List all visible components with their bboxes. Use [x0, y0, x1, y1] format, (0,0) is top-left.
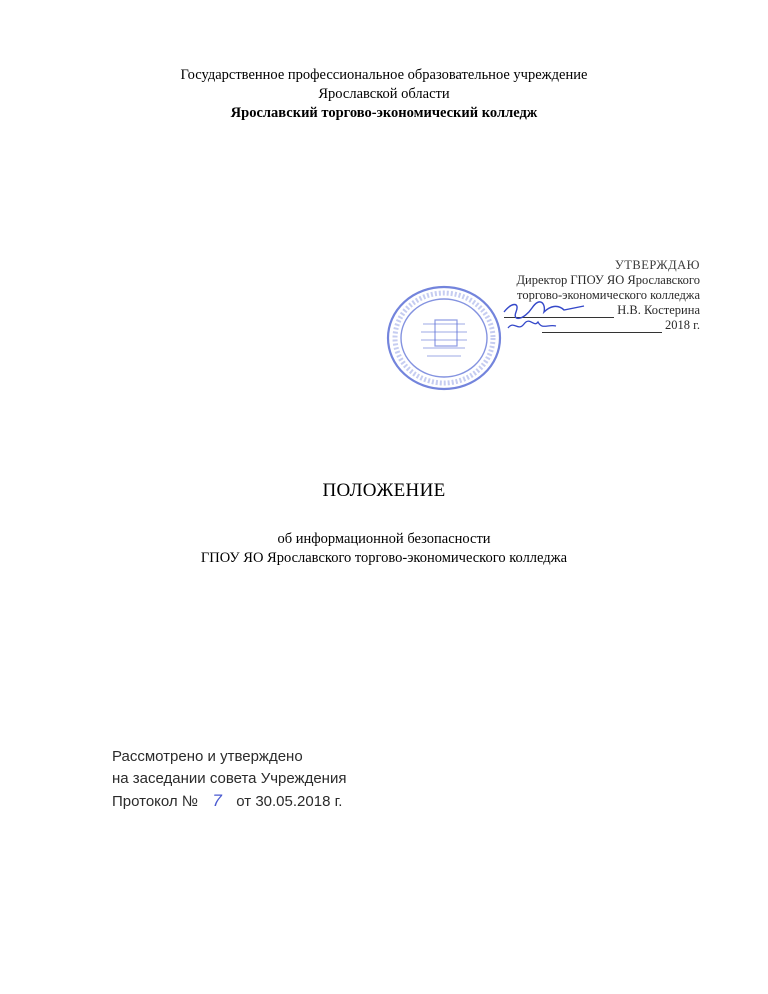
bleed-through-text — [350, 278, 353, 290]
document-subtitle — [0, 530, 768, 568]
signature-icon — [498, 298, 588, 338]
protocol-block — [112, 746, 346, 813]
approval-date: 2018 г. — [665, 318, 700, 332]
header-college-name: Ярославский торгово-экономический колледж — [230, 105, 538, 121]
protocol-label: Протокол № — [112, 793, 198, 810]
subtitle-line1: об информационной безопасности — [277, 531, 491, 547]
document-title: ПОЛОЖЕНИЕ — [322, 480, 446, 501]
header-institution-line: Государственное профессиональное образовательное учреждение — [180, 67, 588, 83]
protocol-line1: Рассмотрено и утверждено — [112, 748, 303, 765]
protocol-date: от 30.05.2018 г. — [236, 793, 343, 810]
document-header — [0, 66, 768, 123]
approval-position-line2: торгово-экономического колледжа — [517, 288, 700, 302]
official-stamp-icon — [385, 284, 503, 392]
subtitle-line2: ГПОУ ЯО Ярославского торгово-экономического колледжа — [200, 550, 568, 566]
protocol-line2: на заседании совета Учреждения — [112, 770, 347, 787]
header-region-line: Ярославской области — [318, 86, 450, 102]
protocol-line3 — [112, 790, 346, 813]
approval-title: УТВЕРЖДАЮ — [614, 258, 700, 272]
approval-name: Н.В. Костерина — [617, 303, 700, 317]
approval-position-line1: Директор ГПОУ ЯО Ярославского — [516, 273, 700, 287]
protocol-number: 7 — [212, 791, 222, 810]
